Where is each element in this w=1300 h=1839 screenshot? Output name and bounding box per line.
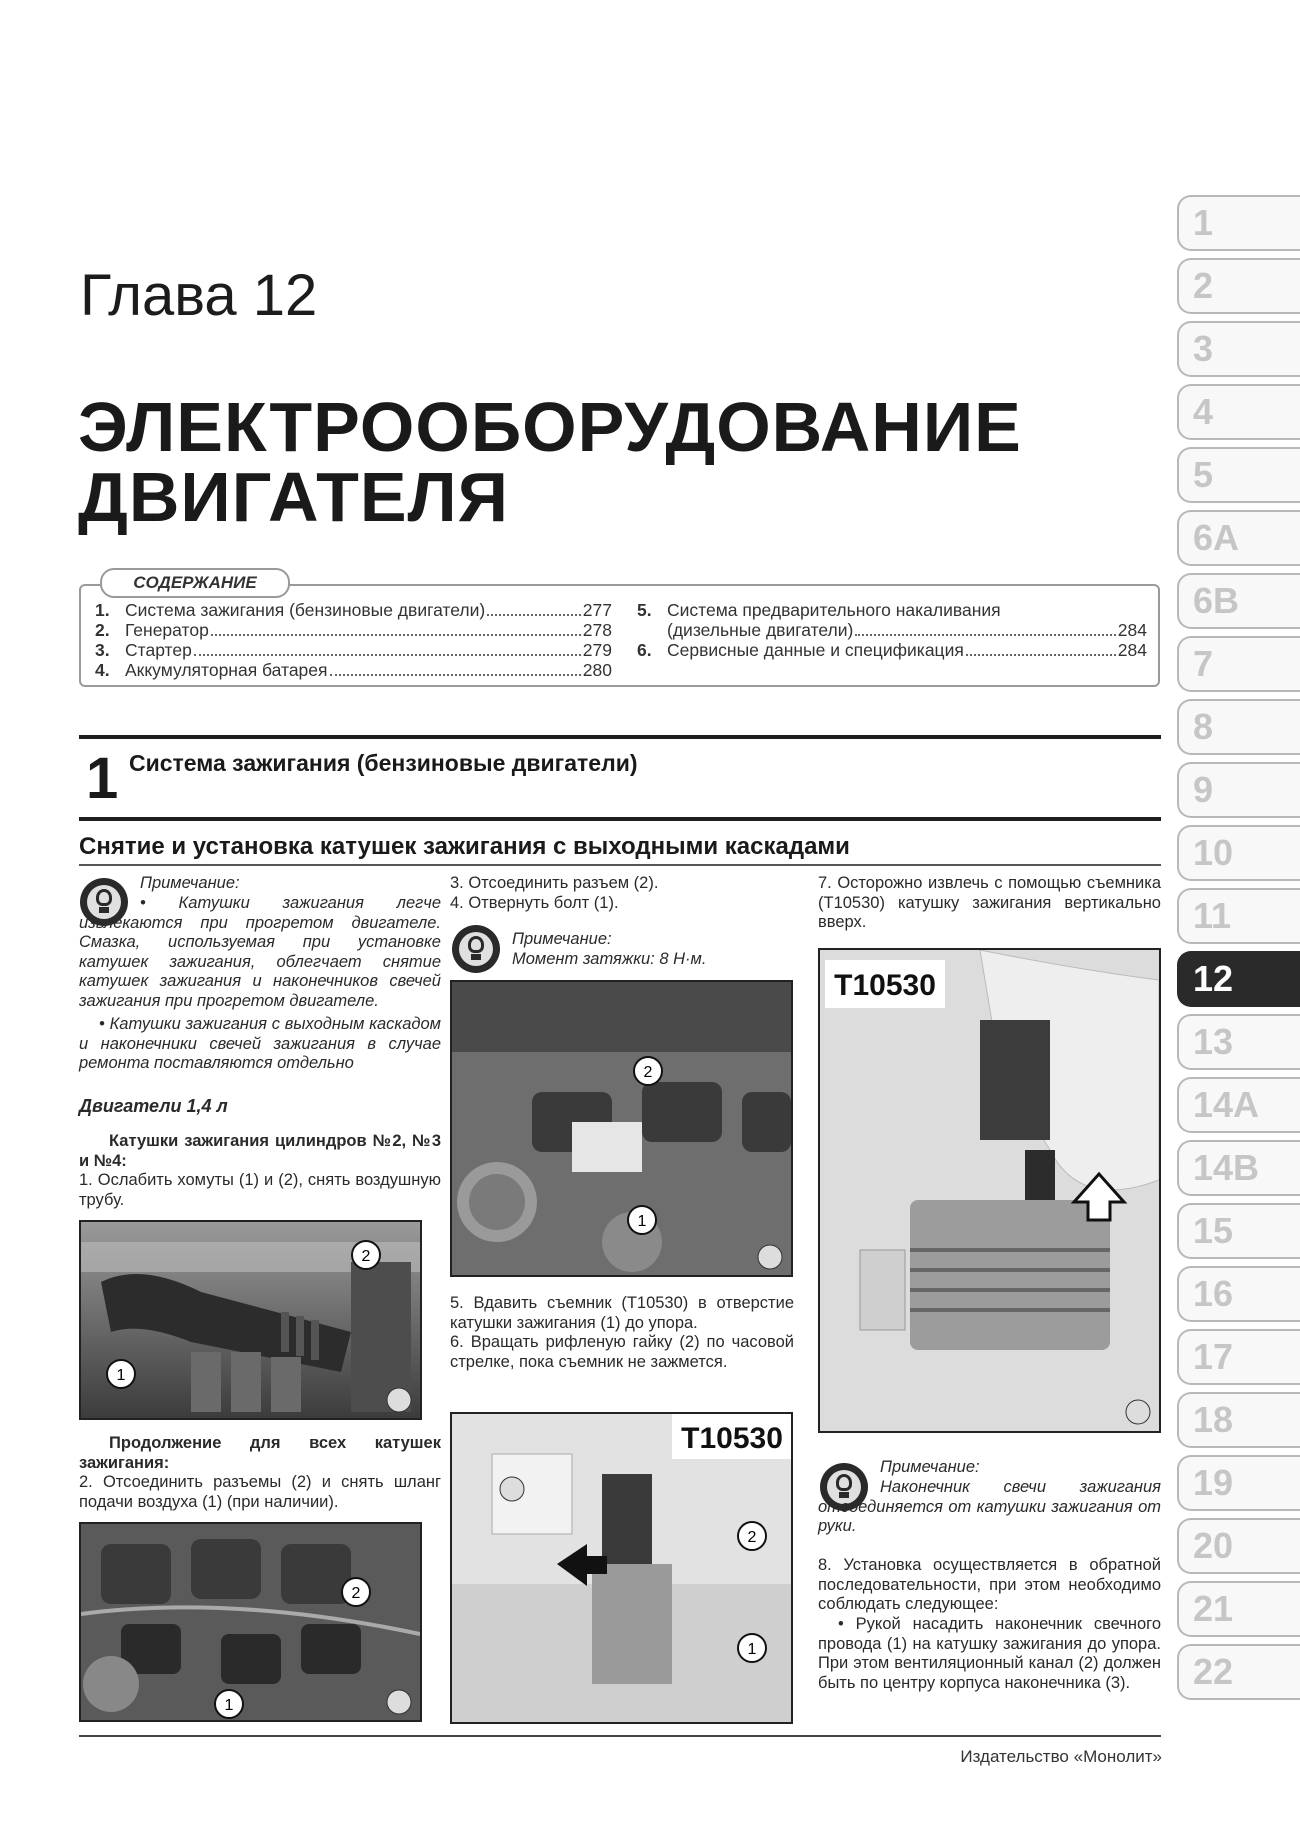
tool-label: T10530	[834, 969, 936, 1002]
toc-item-page: 280	[582, 660, 612, 680]
chapter-tab-19[interactable]: 19	[1177, 1455, 1300, 1511]
note-label: Примечание:	[512, 930, 612, 948]
step-8: 8. Установка осуществляется в обратной последовательности, при этом необходимо соблюдать следующее:	[818, 1556, 1161, 1613]
section-rule-bottom	[79, 817, 1161, 821]
toc-item-page: 278	[582, 620, 612, 640]
toc-item-continued[interactable]	[637, 620, 1147, 640]
callout-2: 2	[643, 1064, 653, 1081]
toc-item-label: (дизельные двигатели)	[667, 620, 854, 640]
subsection-rule	[79, 864, 1161, 866]
chapter-tab-6b[interactable]: 6B	[1177, 573, 1300, 629]
chapter-tab-7[interactable]: 7	[1177, 636, 1300, 692]
publisher-credit: Издательство «Монолит»	[960, 1747, 1162, 1766]
toc-item-num: 3.	[95, 640, 110, 660]
section-rule-top	[79, 735, 1161, 739]
toc-item[interactable]	[95, 620, 612, 640]
cylinders-heading: Катушки зажигания цилиндров №2, №3 и №4:	[79, 1132, 441, 1170]
chapter-tab-9[interactable]: 9	[1177, 762, 1300, 818]
chapter-tab-14b[interactable]: 14B	[1177, 1140, 1300, 1196]
toc-item-label: Генератор	[125, 620, 209, 640]
figure-puller-insert	[450, 1412, 793, 1724]
callout-1: 1	[637, 1213, 647, 1230]
toc-item[interactable]	[95, 600, 612, 620]
chapter-tab-18[interactable]: 18	[1177, 1392, 1300, 1448]
figure-coil-extract	[818, 948, 1161, 1433]
toc-item-label: Аккумуляторная батарея	[125, 660, 328, 680]
toc-item[interactable]	[637, 600, 1147, 620]
toc-item-num: 1.	[95, 600, 110, 620]
engines-heading: Двигатели 1,4 л	[79, 1096, 228, 1116]
chapter-title	[78, 388, 1022, 536]
step-1: 1. Ослабить хомуты (1) и (2), снять воздушную трубу.	[79, 1171, 441, 1209]
toc-item-label: Система предварительного накаливания	[667, 600, 1001, 620]
section-number: 1	[86, 746, 119, 811]
subsection-title: Снятие и установка катушек зажигания с выходными каскадами	[79, 833, 850, 860]
chapter-tab-4[interactable]: 4	[1177, 384, 1300, 440]
footer-rule	[79, 1735, 1161, 1737]
callout-2: 2	[351, 1585, 361, 1602]
note-label: Примечание:	[880, 1458, 980, 1476]
callout-1: 1	[116, 1367, 126, 1384]
chapter-tab-20[interactable]: 20	[1177, 1518, 1300, 1574]
toc-leader	[966, 654, 1116, 656]
chapter-tab-2[interactable]: 2	[1177, 258, 1300, 314]
chapter-tab-15[interactable]: 15	[1177, 1203, 1300, 1259]
note-bullet-2: • Катушки зажигания с выходным каскадом и наконечники свечей зажигания в случае ремонта поставляются отдельно	[79, 1015, 441, 1072]
toc-item-page: 284	[1117, 620, 1147, 640]
chapter-tab-10[interactable]: 10	[1177, 825, 1300, 881]
tool-label: T10530	[681, 1422, 783, 1455]
spark-plug-note: Наконечник свечи зажигания отсоединяется от катушки зажигания от руки.	[818, 1478, 1161, 1535]
torque-note: Момент затяжки: 8 Н·м.	[512, 950, 707, 968]
chapter-tab-3[interactable]: 3	[1177, 321, 1300, 377]
figure-coil-bolt	[450, 980, 793, 1277]
section-title: Система зажигания (бензиновые двигатели)	[129, 750, 638, 776]
toc-item-num: 6.	[637, 640, 652, 660]
toc-item[interactable]	[95, 640, 612, 660]
toc-leader	[330, 674, 581, 676]
toc-leader	[487, 614, 581, 616]
chapter-title-line2: ДВИГАТЕЛЯ	[78, 458, 509, 536]
chapter-title-line1: ЭЛЕКТРООБОРУДОВАНИЕ	[78, 388, 1022, 466]
continuation-heading: Продолжение для всех катушек зажигания:	[79, 1434, 441, 1472]
step-6: 6. Вращать рифленую гайку (2) по часовой стрелке, пока съемник не зажмется.	[450, 1333, 794, 1371]
step-5: 5. Вдавить съемник (T10530) в отверстие катушки зажигания (1) до упора.	[450, 1294, 794, 1332]
toc-item-page: 277	[582, 600, 612, 620]
step-4: 4. Отвернуть болт (1).	[450, 894, 619, 912]
chapter-label: Глава 12	[80, 263, 318, 328]
callout-1: 1	[747, 1641, 757, 1658]
callout-2: 2	[747, 1529, 757, 1546]
toc-item-num: 4.	[95, 660, 110, 680]
chapter-tab-13[interactable]: 13	[1177, 1014, 1300, 1070]
chapter-tab-14a[interactable]: 14A	[1177, 1077, 1300, 1133]
lightbulb-icon	[452, 925, 500, 973]
chapter-tab-12[interactable]: 12	[1177, 951, 1300, 1007]
toc-item-num: 2.	[95, 620, 110, 640]
note-label: Примечание:	[140, 874, 240, 892]
chapter-tab-6a[interactable]: 6A	[1177, 510, 1300, 566]
figure-connectors	[79, 1522, 422, 1722]
toc-leader	[194, 654, 581, 656]
toc-item[interactable]	[95, 660, 612, 680]
toc-item-page: 279	[582, 640, 612, 660]
chapter-tab-8[interactable]: 8	[1177, 699, 1300, 755]
toc-item-num: 5.	[637, 600, 652, 620]
figure-air-pipe	[79, 1220, 422, 1420]
toc-left-column	[95, 600, 612, 680]
toc-item-label: Стартер	[125, 640, 192, 660]
chapter-tab-22[interactable]: 22	[1177, 1644, 1300, 1700]
step-2: 2. Отсоединить разъемы (2) и снять шланг подачи воздуха (1) (при наличии).	[79, 1473, 441, 1511]
toc-right-column	[637, 600, 1147, 660]
toc-leader	[855, 634, 1115, 636]
callout-2: 2	[361, 1248, 371, 1265]
toc-item-label: Система зажигания (бензиновые двигатели)	[125, 600, 486, 620]
toc-leader	[211, 634, 581, 636]
chapter-tab-16[interactable]: 16	[1177, 1266, 1300, 1322]
chapter-tab-5[interactable]: 5	[1177, 447, 1300, 503]
chapter-tab-11[interactable]: 11	[1177, 888, 1300, 944]
toc-heading: СОДЕРЖАНИЕ	[100, 568, 290, 598]
note-bullet-1: • Катушки зажигания легче извлекаются при прогретом двигателе. Смазка, используемая при установке катушек зажигания, облегчает снятие катушек зажигания и наконечников свечей зажигания при прогретом двигателе.	[79, 894, 441, 1010]
step-8-bullet: • Рукой насадить наконечник свечного провода (1) на катушку зажигания до упора. При этом вентиляционный канал (2) должен быть по центру корпуса наконечника (3).	[818, 1615, 1161, 1692]
toc-item[interactable]	[637, 640, 1147, 660]
step-3: 3. Отсоединить разъем (2).	[450, 874, 659, 892]
chapter-tab-17[interactable]: 17	[1177, 1329, 1300, 1385]
toc-item-page: 284	[1117, 640, 1147, 660]
step-7: 7. Осторожно извлечь с помощью съемника (T10530) катушку зажигания вертикально вверх.	[818, 874, 1161, 931]
chapter-tab-1[interactable]: 1	[1177, 195, 1300, 251]
chapter-tab-21[interactable]: 21	[1177, 1581, 1300, 1637]
table-of-contents	[79, 584, 1160, 687]
toc-item-label: Сервисные данные и спецификация	[667, 640, 964, 660]
callout-1: 1	[224, 1697, 234, 1714]
